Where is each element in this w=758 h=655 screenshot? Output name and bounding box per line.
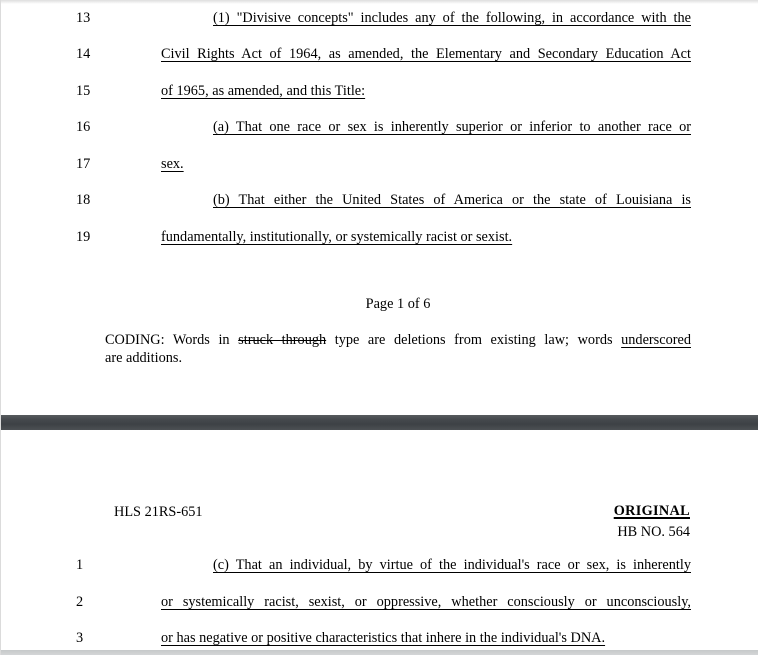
coding-segment-plain: type are deletions from existing law; words xyxy=(326,332,622,348)
line-text xyxy=(161,44,691,64)
line-number: 16 xyxy=(76,119,91,135)
coding-note-line2: are additions. xyxy=(105,350,183,366)
viewport-top-shadow xyxy=(1,0,758,4)
coding-segment-plain: CODING: Words in xyxy=(105,332,239,348)
document-line xyxy=(1,227,758,247)
page1-footer-label: Page 1 of 6 xyxy=(365,296,431,312)
line-number: 1 xyxy=(76,557,84,573)
line-number: 17 xyxy=(76,156,91,172)
bill-version-text: ORIGINAL xyxy=(613,503,690,519)
line-text-content: of 1965, as amended, and this Title: xyxy=(161,83,366,99)
document-line xyxy=(1,154,758,174)
coding-segment-underline: underscored xyxy=(621,332,691,348)
line-text-content: Civil Rights Act of 1964, as amended, the Elementary and Secondary Education Act xyxy=(161,46,691,62)
line-text xyxy=(161,227,691,247)
line-text-content: (1) "Divisive concepts" includes any of the following, in accordance with the xyxy=(213,10,691,26)
document-line xyxy=(1,81,758,101)
line-number: 14 xyxy=(76,46,91,62)
line-number: 13 xyxy=(76,10,91,26)
document-line xyxy=(1,592,758,612)
viewport-bottom-edge xyxy=(1,650,758,655)
line-text-content: (c) That an individual, by virtue of the individual's race or sex, is inherently xyxy=(213,557,691,573)
document-line xyxy=(1,117,758,137)
line-text-content: sex. xyxy=(161,156,184,172)
line-text xyxy=(161,190,691,210)
bill-version-label xyxy=(390,501,690,522)
page2-header-right xyxy=(390,501,690,543)
document-line xyxy=(1,44,758,64)
line-text-content: (a) That one race or sex is inherently superior or inferior to another race or xyxy=(213,119,691,135)
line-text xyxy=(161,154,691,174)
line-number: 15 xyxy=(76,83,91,99)
line-text xyxy=(161,8,691,28)
bill-number: HB NO. 564 xyxy=(617,524,690,540)
line-number: 2 xyxy=(76,594,84,610)
document-line xyxy=(1,628,758,648)
coding-note-line1 xyxy=(105,331,691,349)
page2-header-doc-ref: HLS 21RS-651 xyxy=(114,504,203,520)
line-text xyxy=(161,592,691,612)
line-text xyxy=(161,628,691,648)
line-text-content: (b) That either the United States of America or the state of Louisiana is xyxy=(213,192,691,208)
line-text-content: fundamentally, institutionally, or systemically racist or sexist. xyxy=(161,229,513,245)
document-line xyxy=(1,190,758,210)
line-number: 18 xyxy=(76,192,91,208)
document-line xyxy=(1,555,758,575)
document-line xyxy=(1,8,758,28)
line-text xyxy=(161,81,691,101)
line-text-content: or systemically racist, sexist, or oppressive, whether consciously or unconsciously, xyxy=(161,594,691,610)
line-number: 19 xyxy=(76,229,91,245)
line-text xyxy=(161,117,691,137)
page-separator-band xyxy=(1,415,758,430)
line-number: 3 xyxy=(76,630,84,646)
coding-segment-strike: struck through xyxy=(238,332,327,348)
line-text-content: or has negative or positive characteristics that inhere in the individual's DNA. xyxy=(161,630,606,646)
line-text xyxy=(161,555,691,575)
